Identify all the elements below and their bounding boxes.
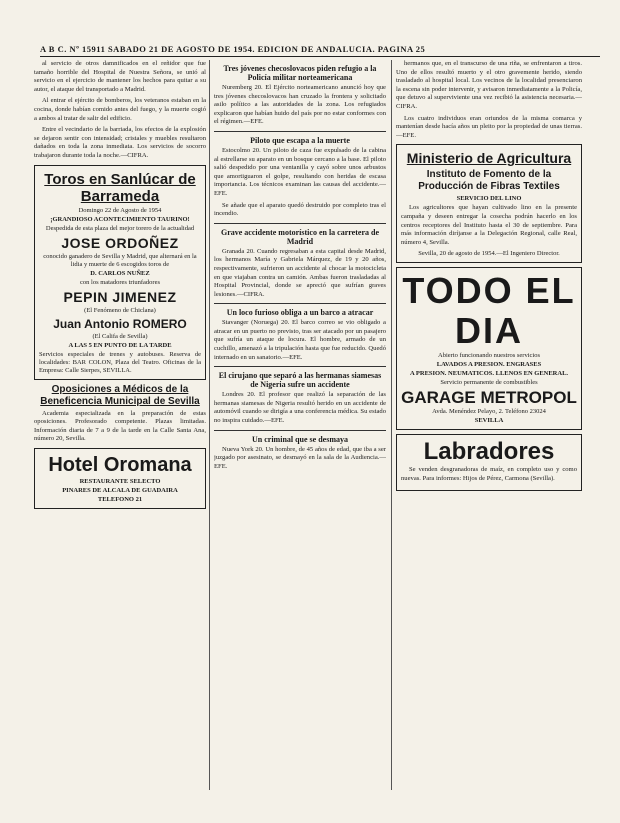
headline: Tres jóvenes checoslovacos piden refugio a la Policía militar norteamericana	[223, 64, 377, 82]
article-paragraph: Londres 20. El profesor que realizó la separación de las hermanas siamesas de Nigeria resultó herido en un accidente de automóvil cuando se dirigía a una conferencia médica. Su estado no inspira cuidado.—EFE.	[214, 391, 386, 425]
ad-body: Se venden desgranadoras de maíz, en completo uso y como nuevas. Para informes: Hijos de Pérez, Carmona (Sevilla).	[401, 466, 577, 482]
labradores-ad	[396, 434, 582, 490]
matador-name: Juan Antonio ROMERO	[53, 316, 187, 331]
ad-body: Los agricultores que hayan cultivado lino en la presente campaña y deseen entregar la cosecha podrán hacerlo en los centros receptores del Instituto hasta el 30 de septiembre. Para más información diríjanse a la Delegación Regional, calle Real, número 4, Sevilla.	[401, 204, 577, 246]
matador-name: JOSE ORDOÑEZ	[61, 234, 179, 251]
ad-title: Oposiciones a Médicos de la Beneficencia Municipal de Sevilla	[40, 383, 200, 407]
ad-title: Toros en Sanlúcar de Barrameda	[44, 170, 196, 205]
ad-time: A LAS 5 EN PUNTO DE LA TARDE	[68, 341, 172, 349]
article-paragraph: al servicio de otros damnificados en el reñidor que fue tamaño horrible del Hospital de Nuestra Señora, se unió al servicio en el ejercicio de mantener los hechos para quitar a su autor, el ataque del transportado a Madrid.	[34, 60, 206, 93]
oposiciones-ad	[34, 384, 206, 444]
article-paragraph: Nueva York 20. Un hombre, de 45 años de edad, que iba a ser juzgado por asesinato, se desmayó en la sala de la Audiencia.—EFE.	[214, 445, 386, 470]
column-2	[214, 60, 386, 795]
column-rule	[209, 60, 210, 790]
ganaderia: D. CARLOS NUÑEZ	[90, 269, 150, 277]
ad-body: Academia especializada en la preparación de estas oposiciones. Profesorado competente. Plazas limitadas. Información diaria de 7 a 9 de la tarde en la Calle Santa Ana, número 20, Sevilla.	[34, 409, 206, 443]
column-3	[396, 60, 582, 795]
matador-name: PEPIN JIMENEZ	[63, 288, 177, 305]
garage-name: GARAGE METROPOL	[401, 388, 577, 408]
divider	[214, 223, 386, 224]
hotel-ad	[34, 448, 206, 509]
headline: Un loco furioso obliga a un barco a atracar	[226, 308, 374, 318]
garage-address: Avda. Menéndez Pelayo, 2. Teléfono 23024	[432, 408, 546, 416]
ad-line: ¡GRANDIOSO ACONTECIMIENTO TAURINO!	[50, 215, 190, 223]
matador-nickname: (El Fenómeno de Chiclana)	[84, 306, 156, 314]
divider	[214, 303, 386, 304]
ad-footer: Servicios especiales de trenes y autobuses. Reserva de localidades: BAR COLON, Plaza del Teatro. Oficinas de la Empresa: Calle Sierpes, SEVILLA.	[39, 350, 201, 374]
article-paragraph: Se añade que el aparato quedó destruido por completo tras el incendio.	[214, 201, 386, 218]
ad-text: conocido ganadero de Sevilla y Madrid, que alternará en la lidia y muerte de 6 escogidos toros de	[43, 252, 197, 268]
ministry-ad	[396, 144, 582, 263]
column-rule	[391, 60, 392, 790]
ad-subtitle: Instituto de Fomento de la Producción de Fibras Textiles	[418, 169, 560, 193]
article-paragraph: Estocolmo 20. Un piloto de caza fue expulsado de la cabina al estrellarse su aparato en un bosque cercano a la base. El piloto salió despedido por una ventanilla y cayó sobre unos arbustos que amortiguaron el golpe, resultando con heridas de escasa importancia. Los técnicos examinan las causas del accidente.—EFE.	[214, 146, 386, 197]
article-paragraph: Nuremberg 20. El Ejército norteamericano anunció hoy que tres jóvenes checoslovacos han cruzado la frontera y solicitado asilo político a las autoridades de la zona. Los refugiados explicaron que habían huido del país por no estar conformes con el régimen.—EFE.	[214, 84, 386, 126]
ad-date: Domingo 22 de Agosto de 1954	[78, 206, 162, 214]
ad-line: Servicio permanente de combustibles	[440, 379, 538, 387]
garage-ad	[396, 267, 582, 430]
headline: Piloto que escapa a la muerte	[250, 135, 350, 145]
divider	[214, 366, 386, 367]
ad-text: con los matadores triunfadores	[80, 278, 160, 286]
hotel-phone: TELEFONO 21	[97, 495, 143, 503]
ad-line: LAVADOS A PRESION. ENGRASES	[436, 361, 542, 369]
hotel-place: PINARES DE ALCALA DE GUADAIRA	[62, 486, 178, 494]
garage-city: SEVILLA	[474, 417, 504, 425]
headline: El cirujano que separó a las hermanas siamesas de Nigeria sufre un accidente	[218, 371, 382, 390]
running-header: A B C. Nº 15911 SABADO 21 DE AGOSTO DE 1954. EDICION DE ANDALUCIA. PAGINA 25	[40, 44, 600, 57]
article-paragraph: Stavanger (Noruega) 20. El barco correo se vio obligado a atracar en un puerto no previsto, tras ser atacado por un pasajero que sufría un ataque de locura. El hombre, armado de un cuchillo, amenazó a la tripulación hasta que fue reducido. Quedó internado en un sanatorio.—EFE.	[214, 319, 386, 361]
ad-desc: Despedida de esta plaza del mejor torero de la actualidad	[45, 224, 195, 232]
article-paragraph: Entre el vecindario de la barriada, los efectos de la explosión se dejaron sentir con intensidad; cristales y muebles resultaron dañados en toda la zona inmediata. Los servicios de socorro trabajaron durante toda la noche.—CIFRA.	[34, 126, 206, 159]
divider	[214, 131, 386, 132]
column-1	[34, 60, 206, 795]
headline: Un criminal que se desmaya	[252, 434, 348, 444]
article-paragraph: Granada 20. Cuando regresaban a esta capital desde Madrid, los hermanos María y Gabriela Márquez, de 19 y 20 años, respectivamente, sufrieron un accidente al chocar la motocicleta en que viajaban contra un camión. Ambas fueron trasladadas al Hospital Provincial, donde se apreció que sufrían graves lesiones.—CIFRA.	[214, 247, 386, 298]
hotel-sub: RESTAURANTE SELECTO	[79, 477, 161, 485]
ad-title: Labradores	[423, 438, 555, 466]
article-paragraph: hermanos que, en el transcurso de una riña, se enfrentaron a tiros. Uno de ellos resultó muerto y el otro gravemente herido, siendo trasladado al hospital local. Los vecinos de la localidad presenciaron la escena sin poder intervenir, y avisaron inmediatamente a la Policía, que detuvo al superviviente una vez recibió la asistencia necesaria.—CIFRA.	[396, 60, 582, 110]
matador-nickname: (El Califa de Sevilla)	[92, 332, 148, 340]
ad-headline: TODO EL DIA	[402, 270, 576, 352]
ad-line: A PRESION. NEUMATICOS. LLENOS EN GENERAL.	[409, 370, 569, 378]
ad-dept: SERVICIO DEL LINO	[456, 195, 522, 203]
headline: Grave accidente motorístico en la carretera de Madrid	[220, 227, 379, 246]
article-paragraph: Los cuatro individuos eran oriundos de la misma comarca y mantenían desde hacía años un pleito por la propiedad de unas tierras.—EFE.	[396, 114, 582, 139]
article-paragraph: Al entrar el ejército de bomberos, los veteranos estaban en la cocina, donde habían comido antes del fuego, y la muerte cogió a ambos al tratar de salir del edificio.	[34, 97, 206, 122]
ad-date: Sevilla, 20 de agosto de 1954.—El Ingeniero Director.	[418, 250, 560, 258]
bullfight-ad	[34, 165, 206, 380]
ad-line: Abierto funcionando nuestros servicios	[438, 352, 540, 360]
hotel-name: Hotel Oromana	[48, 453, 192, 476]
divider	[214, 430, 386, 431]
ad-title: Ministerio de Agricultura	[406, 150, 572, 167]
